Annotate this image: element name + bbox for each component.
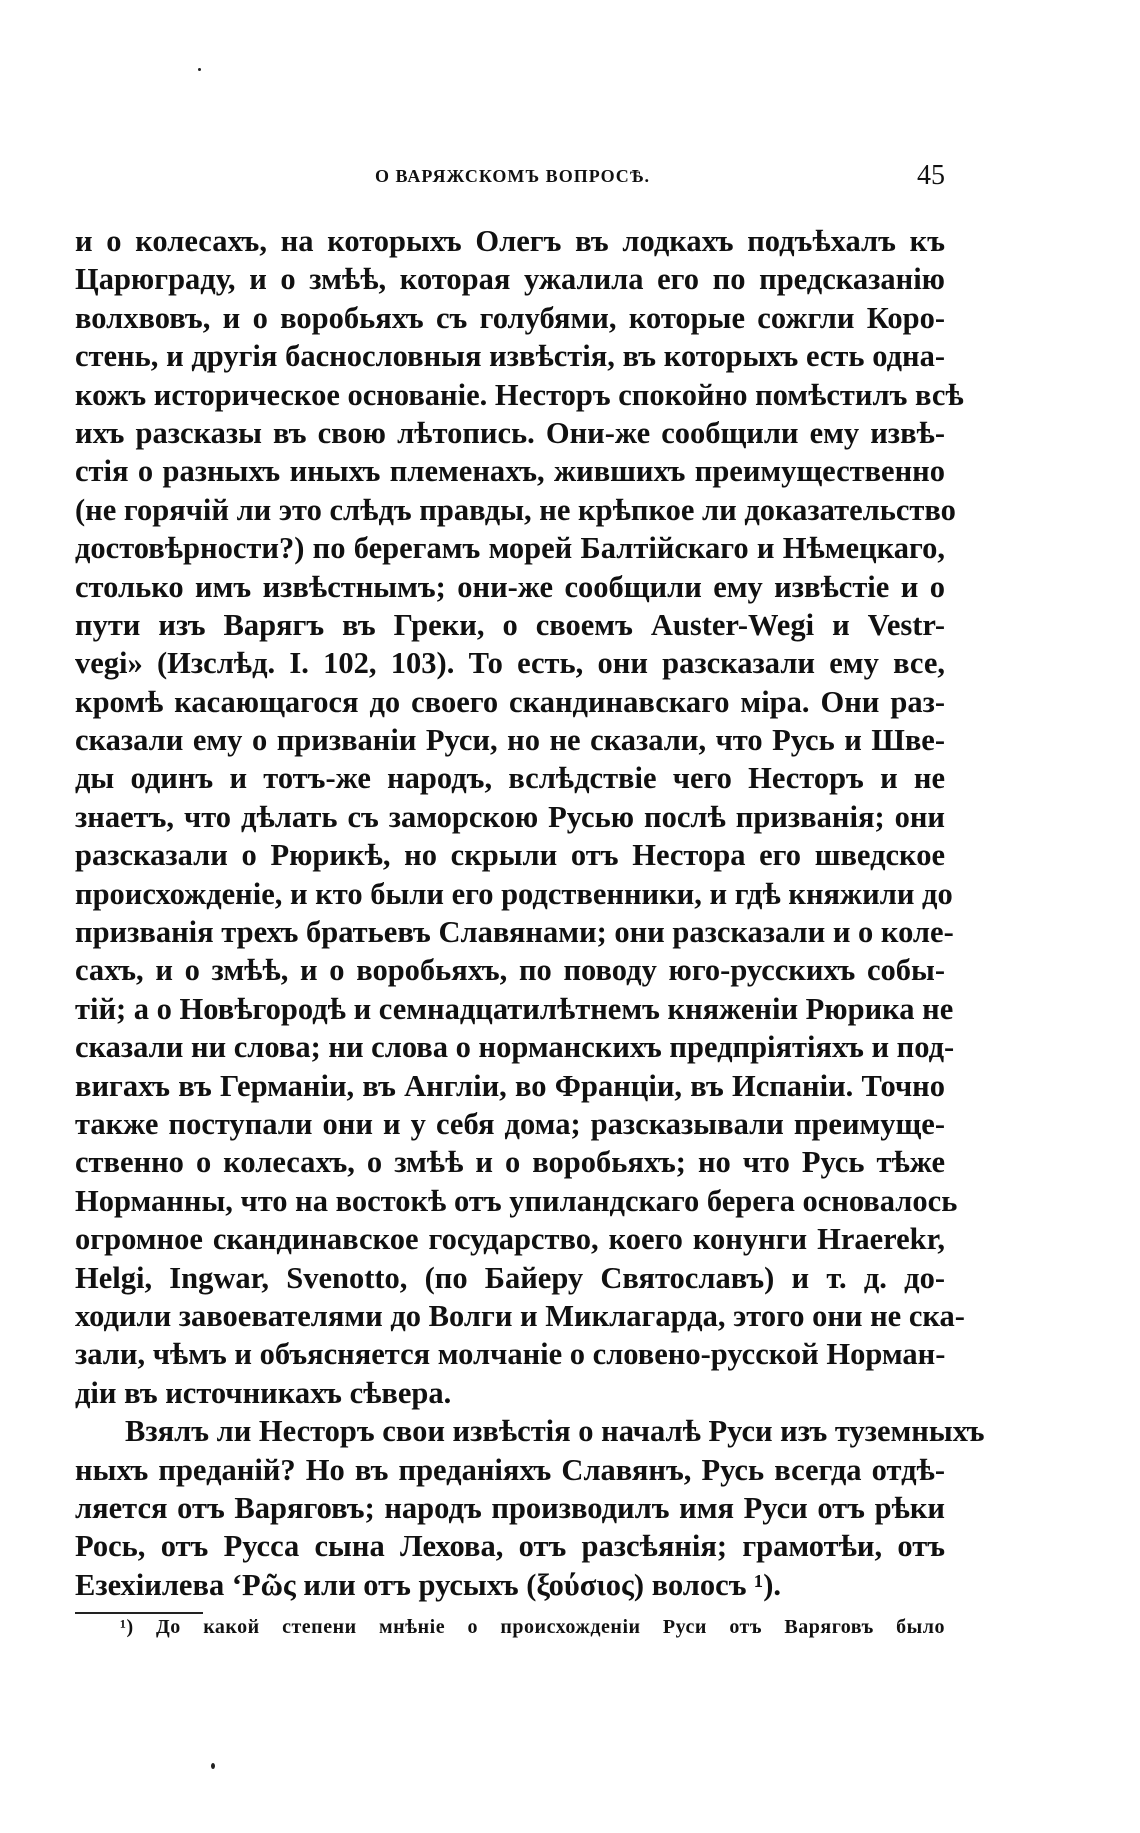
text-line: Норманны, что на востокѣ отъ упиландскаго берега основалось (75, 1183, 958, 1218)
text-line: знаетъ, что дѣлать съ заморскою Русью послѣ призванія; они (75, 799, 945, 834)
scan-speck (198, 68, 201, 71)
text-line: ныхъ преданій? Но въ преданіяхъ Славянъ, Русь всегда отдѣ- (75, 1452, 945, 1487)
footnote-text: ¹) До какой степени мнѣніе о происхожденіи Руси отъ Варяговъ было (120, 1616, 945, 1638)
text-line: достовѣрности?) по берегамъ морей Балтійскаго и Нѣмецкаго, (75, 531, 945, 566)
footnote-divider (75, 1612, 203, 1614)
text-line: также поступали они и у себя дома; разсказывали преимуще- (75, 1106, 945, 1141)
page-number: 45 (917, 160, 945, 191)
text-line: разсказали о Рюрикѣ, но скрыли отъ Нестора его шведское (75, 838, 945, 873)
text-line: ды одинъ и тотъ-же народъ, вслѣдствіе чего Несторъ и не (75, 761, 945, 796)
text-line: кожъ историческое основаніе. Несторъ спокойно помѣстилъ всѣ (75, 377, 964, 412)
paragraph-start-line: Взялъ ли Несторъ свои извѣстія о началѣ Руси изъ туземныхъ (125, 1414, 985, 1449)
text-line: ходили завоевателями до Волги и Миклагарда, этого они не ска- (75, 1298, 965, 1333)
paragraph-end-line: діи въ источникахъ сѣвера. (75, 1375, 452, 1410)
text-line: сказали ни слова; ни слова о норманскихъ предпріятіяхъ и под- (75, 1030, 955, 1065)
text-line: тій; а о Новѣгородѣ и семнадцатилѣтнемъ княженіи Рюрика не (75, 991, 954, 1026)
text-line: vegi» (Изслѣд. I. 102, 103). То есть, они разсказали ему все, (75, 646, 945, 681)
text-line: сказали ему о призваніи Руси, но не сказали, что Русь и Шве- (75, 723, 945, 758)
text-line: Царюграду, и о змѣѣ, которая ужалила его по предсказанію (75, 262, 945, 297)
text-line: Рось, отъ Русса сына Лехова, отъ разсѣянія; грамотѣи, отъ (75, 1529, 945, 1564)
text-line: столько имъ извѣстнымъ; они-же сообщили ему извѣстіе и о (75, 569, 945, 604)
page-header (75, 160, 945, 200)
running-title: О ВАРЯЖСКОМЪ ВОПРОСѢ. (375, 166, 651, 186)
text-line: кромѣ касающагося до своего скандинавскаго міра. Они раз- (75, 684, 945, 719)
text-line: сахъ, и о змѣѣ, и о воробьяхъ, по поводу юго-русскихъ собы- (75, 953, 945, 988)
main-text (75, 222, 985, 1604)
text-line: и о колесахъ, на которыхъ Олегъ въ лодкахъ подъѣхалъ къ (75, 224, 945, 258)
scan-speck (211, 1763, 215, 1769)
text-line: стень, и другія баснословныя извѣстія, въ которыхъ есть одна- (75, 339, 945, 374)
text-line: ихъ разсказы въ свою лѣтопись. Они-же сообщили ему извѣ- (75, 415, 945, 450)
text-line: пути изъ Варягъ въ Греки, о своемъ Auster-Wegi и Vestr- (75, 607, 945, 642)
paragraph-end-line: Езехіилева ‘Ρῶς или отъ русыхъ (ξούσιος) волосъ ¹). (75, 1567, 782, 1602)
text-line: зали, чѣмъ и объясняется молчаніе о словено-русской Норман- (75, 1337, 946, 1372)
text-line: происхожденіе, и кто были его родственники, и гдѣ княжили до (75, 876, 953, 911)
text-line: ственно о колесахъ, о змѣѣ и о воробьяхъ; но что Русь тѣже (75, 1145, 945, 1180)
text-line: (не горячій ли это слѣдъ правды, не крѣпкое ли доказательство (75, 492, 956, 527)
text-line: призванія трехъ братьевъ Славянами; они разсказали и о коле- (75, 915, 954, 950)
text-line: стія о разныхъ иныхъ племенахъ, жившихъ преимущественно (75, 454, 945, 489)
text-line: ляется отъ Варяговъ; народъ производилъ имя Руси отъ рѣки (75, 1490, 945, 1525)
text-line: Helgi, Ingwar, Svenotto, (по Байеру Святославъ) и т. д. до- (75, 1260, 945, 1295)
text-line: вигахъ въ Германіи, въ Англіи, во Франціи, въ Испаніи. Точно (75, 1068, 945, 1103)
text-line: огромное скандинавское государство, коего конунги Hraerekr, (75, 1222, 945, 1257)
text-line: волхвовъ, и о воробьяхъ съ голубями, которые сожгли Коро- (75, 300, 945, 335)
